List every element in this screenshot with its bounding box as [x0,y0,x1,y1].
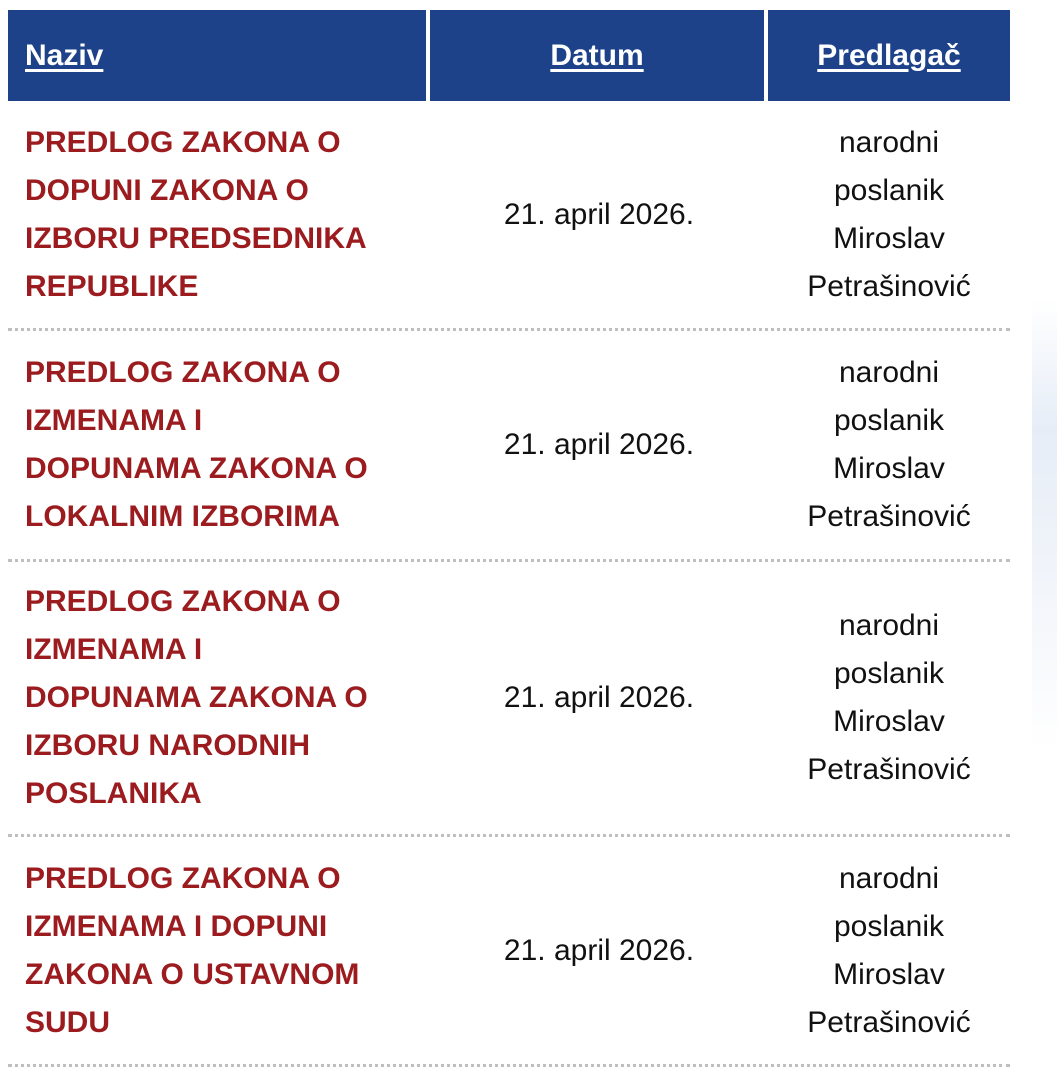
bill-title-line: PREDLOG ZAKONA O [25,861,341,895]
header-datum-sort-link[interactable]: Datum [430,10,764,101]
proposer-line: Miroslav [833,957,945,991]
proposer-line: Petrašinović [807,1005,971,1039]
proposer-line: narodni [838,609,940,642]
bill-proposer [768,119,1010,311]
header-predlagac-sort-link[interactable]: Predlagač [768,10,1010,101]
bill-title-line: PREDLOG ZAKONA O [25,585,341,618]
bill-date: 21. april 2026. [503,933,695,967]
bill-proposer [768,602,1010,794]
bill-title-line: REPUBLIKE [25,269,199,303]
bill-title-line: DOPUNAMA ZAKONA O [25,681,368,714]
bill-date: 21. april 2026. [503,197,695,231]
proposer-line: Petrašinović [807,753,971,786]
page-edge-shadow [1032,0,1057,1072]
bill-date: 21. april 2026. [503,428,695,461]
proposer-line: Miroslav [833,452,945,485]
bill-proposer [768,349,1010,541]
table-row [8,562,1010,837]
bill-title-link[interactable] [8,119,430,311]
bill-title-line: IZBORU PREDSEDNIKA [25,221,367,255]
bill-title-line: POSLANIKA [25,777,202,810]
bill-title-line: IZMENAMA I DOPUNI [25,909,328,943]
proposer-line: poslanik [833,657,945,690]
bill-title-line: PREDLOG ZAKONA O [25,356,341,389]
table-row [8,101,1010,331]
proposer-line: Petrašinović [807,500,971,533]
bill-title-link[interactable] [8,855,430,1047]
proposer-line: poslanik [833,909,945,943]
proposer-line: narodni [838,861,940,895]
proposer-line: Petrašinović [807,269,971,303]
proposer-line: Miroslav [833,221,945,255]
bills-table [8,10,1010,1067]
bill-title-line: ZAKONA O USTAVNOM [25,957,360,991]
bill-title-link[interactable] [8,349,430,541]
bill-title-line: IZMENAMA I [25,633,203,666]
header-naziv-sort-link[interactable]: Naziv [8,10,426,101]
bill-title-line: LOKALNIM IZBORIMA [25,500,340,533]
bill-title-line: PREDLOG ZAKONA O [25,125,341,159]
proposer-line: Miroslav [833,705,945,738]
proposer-line: narodni [838,356,940,389]
bill-title-line: SUDU [25,1005,111,1039]
bill-proposer [768,855,1010,1047]
bill-title-line: DOPUNAMA ZAKONA O [25,452,368,485]
bill-title-line: DOPUNI ZAKONA O [25,173,309,207]
table-header [8,10,1010,101]
table-row [8,837,1010,1067]
bill-title-line: IZBORU NARODNIH [25,729,310,762]
proposer-line: narodni [838,125,940,159]
bill-title-line: IZMENAMA I [25,404,203,437]
bill-date: 21. april 2026. [503,681,695,714]
table-row [8,331,1010,562]
proposer-line: poslanik [833,404,945,437]
bill-title-link[interactable] [8,578,430,818]
proposer-line: poslanik [833,173,945,207]
